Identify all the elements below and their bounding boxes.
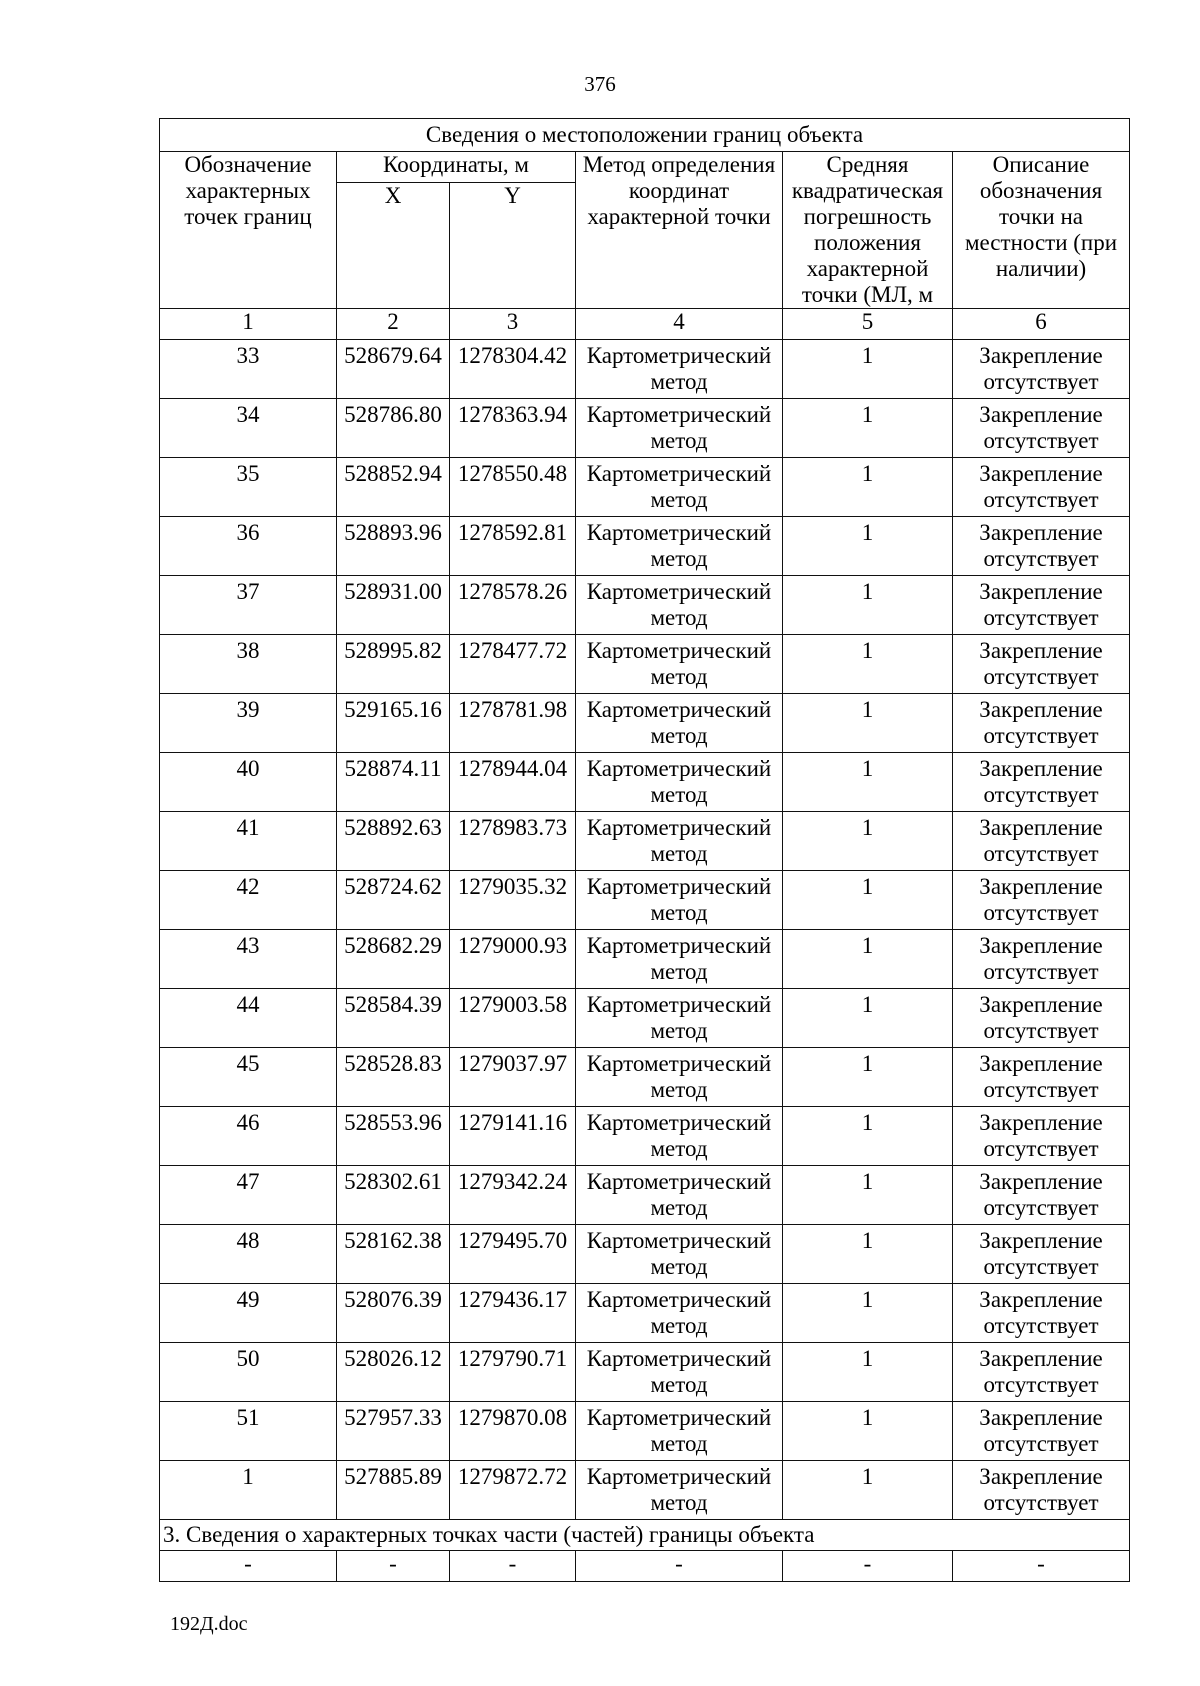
cell-point: 37	[160, 576, 337, 635]
cell-x: 528026.12	[337, 1343, 450, 1402]
cell-x: 528162.38	[337, 1225, 450, 1284]
cell-description: Закрепление отсутствует	[953, 1461, 1130, 1520]
cell-method: Картометрический метод	[576, 1225, 783, 1284]
page-number: 376	[584, 72, 616, 96]
cell-error: 1	[783, 1284, 953, 1343]
cell-point: 35	[160, 458, 337, 517]
cell-y: 1278944.04	[450, 753, 576, 812]
table-row	[160, 1107, 1130, 1166]
cell-error: 1	[783, 753, 953, 812]
cell-point: 38	[160, 635, 337, 694]
cell-point: 43	[160, 930, 337, 989]
column-number-row	[160, 309, 1130, 340]
cell-y: 1278983.73	[450, 812, 576, 871]
cell-error: 1	[783, 871, 953, 930]
cell-y: 1278781.98	[450, 694, 576, 753]
cell-point: 41	[160, 812, 337, 871]
cell-y: 1278592.81	[450, 517, 576, 576]
table-row	[160, 576, 1130, 635]
column-number: 1	[160, 309, 337, 340]
column-number: 4	[576, 309, 783, 340]
cell-y: 1278304.42	[450, 340, 576, 399]
cell-description: Закрепление отсутствует	[953, 517, 1130, 576]
header-y: Y	[450, 183, 576, 309]
cell-x: 528874.11	[337, 753, 450, 812]
cell-x: 528682.29	[337, 930, 450, 989]
header-point-designation: Обозначение характерных точек границ	[160, 152, 337, 309]
cell-point: 42	[160, 871, 337, 930]
cell-x: 528679.64	[337, 340, 450, 399]
cell-point: 1	[160, 1461, 337, 1520]
cell-method: Картометрический метод	[576, 1048, 783, 1107]
cell-x: 528528.83	[337, 1048, 450, 1107]
cell-point: 40	[160, 753, 337, 812]
cell-method: Картометрический метод	[576, 1461, 783, 1520]
cell-point: 36	[160, 517, 337, 576]
cell-point: 51	[160, 1402, 337, 1461]
cell-y: 1278578.26	[450, 576, 576, 635]
column-number: 5	[783, 309, 953, 340]
cell-method: Картометрический метод	[576, 930, 783, 989]
cell-x: 528852.94	[337, 458, 450, 517]
cell-error: 1	[783, 1461, 953, 1520]
section3-cell: -	[576, 1551, 783, 1582]
table-row	[160, 635, 1130, 694]
cell-description: Закрепление отсутствует	[953, 1166, 1130, 1225]
table-row	[160, 753, 1130, 812]
cell-y: 1279035.32	[450, 871, 576, 930]
cell-x: 528584.39	[337, 989, 450, 1048]
table-row	[160, 458, 1130, 517]
column-number: 3	[450, 309, 576, 340]
cell-method: Картометрический метод	[576, 1402, 783, 1461]
column-number: 2	[337, 309, 450, 340]
cell-method: Картометрический метод	[576, 517, 783, 576]
cell-x: 528076.39	[337, 1284, 450, 1343]
cell-point: 45	[160, 1048, 337, 1107]
cell-method: Картометрический метод	[576, 1343, 783, 1402]
cell-x: 527885.89	[337, 1461, 450, 1520]
cell-error: 1	[783, 399, 953, 458]
cell-y: 1279436.17	[450, 1284, 576, 1343]
table-row	[160, 517, 1130, 576]
cell-method: Картометрический метод	[576, 635, 783, 694]
header-mean-error: Средняя квадратическая погрешность положения характерной точки (МЛ, м	[783, 152, 953, 309]
table-row	[160, 1343, 1130, 1402]
cell-description: Закрепление отсутствует	[953, 871, 1130, 930]
header-method: Метод определения координат характерной точки	[576, 152, 783, 309]
section3-cell: -	[783, 1551, 953, 1582]
cell-y: 1279872.72	[450, 1461, 576, 1520]
cell-description: Закрепление отсутствует	[953, 635, 1130, 694]
cell-error: 1	[783, 1048, 953, 1107]
table-row	[160, 871, 1130, 930]
cell-point: 34	[160, 399, 337, 458]
table-row	[160, 694, 1130, 753]
cell-y: 1279003.58	[450, 989, 576, 1048]
cell-x: 528893.96	[337, 517, 450, 576]
cell-y: 1279141.16	[450, 1107, 576, 1166]
cell-error: 1	[783, 1343, 953, 1402]
cell-method: Картометрический метод	[576, 989, 783, 1048]
cell-error: 1	[783, 340, 953, 399]
cell-y: 1279495.70	[450, 1225, 576, 1284]
cell-method: Картометрический метод	[576, 871, 783, 930]
cell-error: 1	[783, 458, 953, 517]
cell-error: 1	[783, 1225, 953, 1284]
cell-description: Закрепление отсутствует	[953, 1284, 1130, 1343]
cell-description: Закрепление отсутствует	[953, 1225, 1130, 1284]
section3-title: 3. Сведения о характерных точках части (частей) границы объекта	[160, 1520, 1130, 1551]
cell-method: Картометрический метод	[576, 1166, 783, 1225]
cell-error: 1	[783, 1107, 953, 1166]
table-row	[160, 1402, 1130, 1461]
cell-method: Картометрический метод	[576, 576, 783, 635]
header-x: X	[337, 183, 450, 309]
cell-error: 1	[783, 1402, 953, 1461]
cell-x: 528931.00	[337, 576, 450, 635]
column-number: 6	[953, 309, 1130, 340]
section3-cell: -	[160, 1551, 337, 1582]
table-row	[160, 1461, 1130, 1520]
cell-point: 49	[160, 1284, 337, 1343]
cell-y: 1279790.71	[450, 1343, 576, 1402]
table-row	[160, 989, 1130, 1048]
cell-y: 1278363.94	[450, 399, 576, 458]
cell-y: 1279000.93	[450, 930, 576, 989]
header-description: Описание обозначения точки на местности (при наличии)	[953, 152, 1130, 309]
cell-method: Картометрический метод	[576, 812, 783, 871]
cell-description: Закрепление отсутствует	[953, 1402, 1130, 1461]
cell-method: Картометрический метод	[576, 1107, 783, 1166]
cell-x: 528724.62	[337, 871, 450, 930]
cell-error: 1	[783, 694, 953, 753]
cell-y: 1278550.48	[450, 458, 576, 517]
cell-y: 1279342.24	[450, 1166, 576, 1225]
cell-error: 1	[783, 930, 953, 989]
table-row	[160, 1284, 1130, 1343]
cell-description: Закрепление отсутствует	[953, 694, 1130, 753]
document-filename: 192Д.doc	[170, 1613, 248, 1635]
cell-method: Картометрический метод	[576, 694, 783, 753]
cell-method: Картометрический метод	[576, 399, 783, 458]
cell-description: Закрепление отсутствует	[953, 930, 1130, 989]
cell-x: 528302.61	[337, 1166, 450, 1225]
cell-description: Закрепление отсутствует	[953, 576, 1130, 635]
cell-point: 50	[160, 1343, 337, 1402]
table-row	[160, 1166, 1130, 1225]
cell-description: Закрепление отсутствует	[953, 1343, 1130, 1402]
table-row	[160, 930, 1130, 989]
cell-error: 1	[783, 635, 953, 694]
table-row	[160, 1048, 1130, 1107]
cell-description: Закрепление отсутствует	[953, 1048, 1130, 1107]
cell-error: 1	[783, 812, 953, 871]
table-row	[160, 340, 1130, 399]
cell-x: 528892.63	[337, 812, 450, 871]
cell-x: 528553.96	[337, 1107, 450, 1166]
cell-description: Закрепление отсутствует	[953, 340, 1130, 399]
table-title: Сведения о местоположении границ объекта	[160, 119, 1130, 152]
section3-cell: -	[337, 1551, 450, 1582]
cell-error: 1	[783, 517, 953, 576]
cell-y: 1278477.72	[450, 635, 576, 694]
cell-error: 1	[783, 1166, 953, 1225]
cell-description: Закрепление отсутствует	[953, 1107, 1130, 1166]
cell-point: 33	[160, 340, 337, 399]
cell-x: 529165.16	[337, 694, 450, 753]
cell-method: Картометрический метод	[576, 753, 783, 812]
section3-cell: -	[450, 1551, 576, 1582]
table-row	[160, 399, 1130, 458]
cell-description: Закрепление отсутствует	[953, 989, 1130, 1048]
cell-y: 1279037.97	[450, 1048, 576, 1107]
cell-error: 1	[783, 989, 953, 1048]
header-coordinates: Координаты, м	[337, 152, 576, 183]
cell-point: 47	[160, 1166, 337, 1225]
table-row	[160, 1225, 1130, 1284]
boundary-coordinates-table	[159, 118, 1130, 1582]
cell-method: Картометрический метод	[576, 458, 783, 517]
cell-description: Закрепление отсутствует	[953, 399, 1130, 458]
cell-x: 528786.80	[337, 399, 450, 458]
cell-error: 1	[783, 576, 953, 635]
cell-description: Закрепление отсутствует	[953, 812, 1130, 871]
cell-point: 44	[160, 989, 337, 1048]
section3-cell: -	[953, 1551, 1130, 1582]
cell-method: Картометрический метод	[576, 1284, 783, 1343]
cell-point: 46	[160, 1107, 337, 1166]
section3-row	[160, 1551, 1130, 1582]
cell-x: 528995.82	[337, 635, 450, 694]
cell-description: Закрепление отсутствует	[953, 753, 1130, 812]
cell-method: Картометрический метод	[576, 340, 783, 399]
table-row	[160, 812, 1130, 871]
cell-point: 39	[160, 694, 337, 753]
cell-y: 1279870.08	[450, 1402, 576, 1461]
cell-description: Закрепление отсутствует	[953, 458, 1130, 517]
cell-point: 48	[160, 1225, 337, 1284]
cell-x: 527957.33	[337, 1402, 450, 1461]
